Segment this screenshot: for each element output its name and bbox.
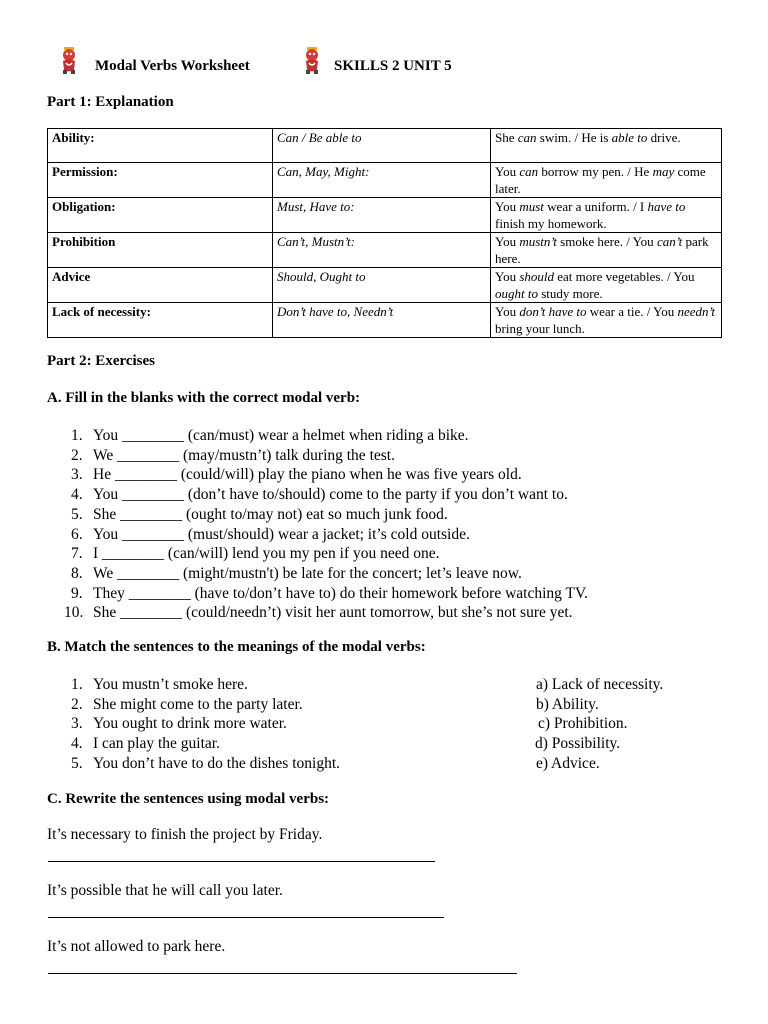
exercise-item [47, 505, 588, 525]
exercise-item [47, 564, 588, 584]
modal-verbs: Must, Have to: [273, 198, 491, 233]
modal-category: Permission: [48, 163, 273, 198]
example-text: eat more vegetables. / You [554, 269, 695, 284]
item-number: 5. [71, 505, 83, 523]
modal-highlight: can [519, 164, 539, 179]
match-sentence [47, 675, 340, 695]
item-number: 9. [71, 584, 83, 602]
modal-verbs: Don’t have to, Needn’t [273, 303, 491, 338]
item-number: 4. [71, 735, 83, 753]
modal-highlight: can’t [656, 234, 683, 249]
sentence-text: You don’t have to do the dishes tonight. [93, 754, 341, 772]
modal-category: Ability: [48, 129, 273, 163]
match-sentence [47, 695, 340, 715]
modal-highlight: ought to [495, 286, 538, 301]
example-sentence [491, 303, 722, 338]
example-text: You [495, 199, 520, 214]
rewrite-prompt: It’s not allowed to park here. [47, 938, 226, 955]
exercise-item [47, 603, 588, 623]
item-number: 7. [71, 545, 83, 563]
example-text: swim. / He is [536, 130, 612, 145]
explanation-row [48, 129, 722, 163]
item-number: 10. [64, 604, 84, 622]
section-b-heading: B. Match the sentences to the meanings of the modal verbs: [47, 639, 426, 655]
item-number: 2. [71, 446, 83, 464]
example-text: borrow my pen. / He [538, 164, 653, 179]
modal-verbs: Can’t, Mustn’t: [273, 233, 491, 268]
exercise-item [47, 544, 588, 564]
example-text: You [495, 164, 520, 179]
worksheet-title: Modal Verbs Worksheet [95, 58, 250, 74]
exercise-item [47, 446, 588, 466]
answer-line[interactable] [48, 917, 444, 918]
worksheet-header [56, 46, 716, 82]
exercise-item [47, 485, 588, 505]
sentence-text: You mustn’t smoke here. [93, 676, 248, 693]
example-sentence [491, 129, 722, 163]
meaning-option: b) Ability. [536, 695, 599, 713]
example-text: park here. [495, 234, 709, 266]
example-text: wear a tie. / You [586, 304, 678, 319]
section-a-list [47, 426, 588, 623]
exercise-text[interactable]: We ________ (might/mustn't) be late for the concert; let’s leave now. [93, 564, 522, 582]
modal-highlight: don’t have to [519, 304, 587, 319]
item-number: 2. [71, 695, 83, 713]
example-text: She [495, 130, 518, 145]
modal-highlight: have to [647, 199, 686, 214]
modal-category: Lack of necessity: [48, 303, 273, 338]
exercise-item [47, 465, 588, 485]
sentence-text: She might come to the party later. [93, 695, 303, 713]
modal-highlight: needn’t [677, 304, 716, 319]
mascot-icon [58, 46, 80, 76]
exercise-text[interactable]: You ________ (don’t have to/should) come to the party if you don’t want to. [93, 486, 568, 504]
exercise-text[interactable]: They ________ (have to/don’t have to) do their homework before watching TV. [93, 584, 589, 602]
exercise-item [47, 525, 588, 545]
item-number: 8. [71, 564, 83, 582]
rewrite-prompt: It’s necessary to finish the project by Friday. [47, 826, 323, 843]
exercise-text[interactable]: You ________ (can/must) wear a helmet when riding a bike. [93, 427, 469, 444]
exercise-item [47, 426, 588, 446]
item-number: 3. [71, 466, 83, 484]
modal-category: Prohibition [48, 233, 273, 268]
modal-highlight: must [519, 199, 544, 214]
example-text: come later. [495, 164, 706, 196]
modal-highlight: mustn’t [519, 234, 557, 249]
example-text: bring your lunch. [495, 321, 585, 336]
explanation-row [48, 303, 722, 338]
section-c-heading: C. Rewrite the sentences using modal verbs: [47, 791, 330, 807]
item-number: 1. [71, 676, 83, 693]
exercise-item [47, 584, 588, 604]
explanation-row [48, 268, 722, 303]
explanation-table [47, 128, 722, 338]
meaning-option: d) Possibility. [535, 735, 621, 753]
modal-verbs: Can / Be able to [273, 129, 491, 163]
modal-category: Obligation: [48, 198, 273, 233]
exercise-text[interactable]: He ________ (could/will) play the piano when he was five years old. [93, 466, 522, 484]
part2-heading: Part 2: Exercises [47, 353, 156, 369]
example-text: smoke here. / You [556, 234, 657, 249]
modal-highlight: should [519, 269, 555, 284]
match-sentence [47, 714, 340, 734]
sentence-text: I can play the guitar. [93, 735, 220, 753]
section-a-heading: A. Fill in the blanks with the correct modal verb: [47, 390, 361, 406]
sentence-text: You ought to drink more water. [93, 715, 287, 733]
example-sentence [491, 268, 722, 303]
exercise-text[interactable]: She ________ (could/needn’t) visit her aunt tomorrow, but she’s not sure yet. [93, 604, 573, 622]
rewrite-prompt: It’s possible that he will call you later. [47, 882, 283, 899]
section-b-list [47, 675, 340, 774]
example-text: finish my homework. [495, 216, 607, 231]
item-number: 4. [71, 486, 83, 504]
example-sentence [491, 198, 722, 233]
explanation-row [48, 233, 722, 268]
example-sentence [491, 163, 722, 198]
part1-heading: Part 1: Explanation [47, 94, 174, 110]
meaning-option: c) Prohibition. [538, 715, 628, 733]
modal-highlight: able to [611, 130, 648, 145]
modal-verbs: Can, May, Might: [273, 163, 491, 198]
exercise-text[interactable]: We ________ (may/mustn’t) talk during the test. [93, 446, 395, 464]
meaning-option: a) Lack of necessity. [536, 676, 664, 693]
item-number: 6. [71, 525, 83, 543]
modal-highlight: can [517, 130, 537, 145]
example-text: You [495, 304, 520, 319]
item-number: 3. [71, 715, 83, 733]
exercise-text[interactable]: I ________ (can/will) lend you my pen if you need one. [93, 545, 440, 563]
answer-line[interactable] [48, 861, 435, 862]
exercise-text[interactable]: She ________ (ought to/may not) eat so much junk food. [93, 505, 448, 523]
match-sentence [47, 754, 340, 774]
example-text: You [495, 234, 520, 249]
explanation-row [48, 198, 722, 233]
example-text: study more. [537, 286, 603, 301]
example-text: drive. [647, 130, 681, 145]
item-number: 5. [71, 754, 83, 772]
exercise-text[interactable]: You ________ (must/should) wear a jacket; it’s cold outside. [93, 525, 470, 543]
meaning-option: e) Advice. [536, 754, 600, 772]
modal-category: Advice [48, 268, 273, 303]
explanation-row [48, 163, 722, 198]
item-number: 1. [71, 427, 83, 444]
example-sentence [491, 233, 722, 268]
unit-label: SKILLS 2 UNIT 5 [334, 58, 452, 74]
mascot-icon [301, 46, 323, 76]
example-text: You [495, 269, 520, 284]
answer-line[interactable] [48, 973, 517, 974]
modal-highlight: may [652, 164, 675, 179]
match-sentence [47, 734, 340, 754]
modal-verbs: Should, Ought to [273, 268, 491, 303]
example-text: wear a uniform. / I [543, 199, 648, 214]
